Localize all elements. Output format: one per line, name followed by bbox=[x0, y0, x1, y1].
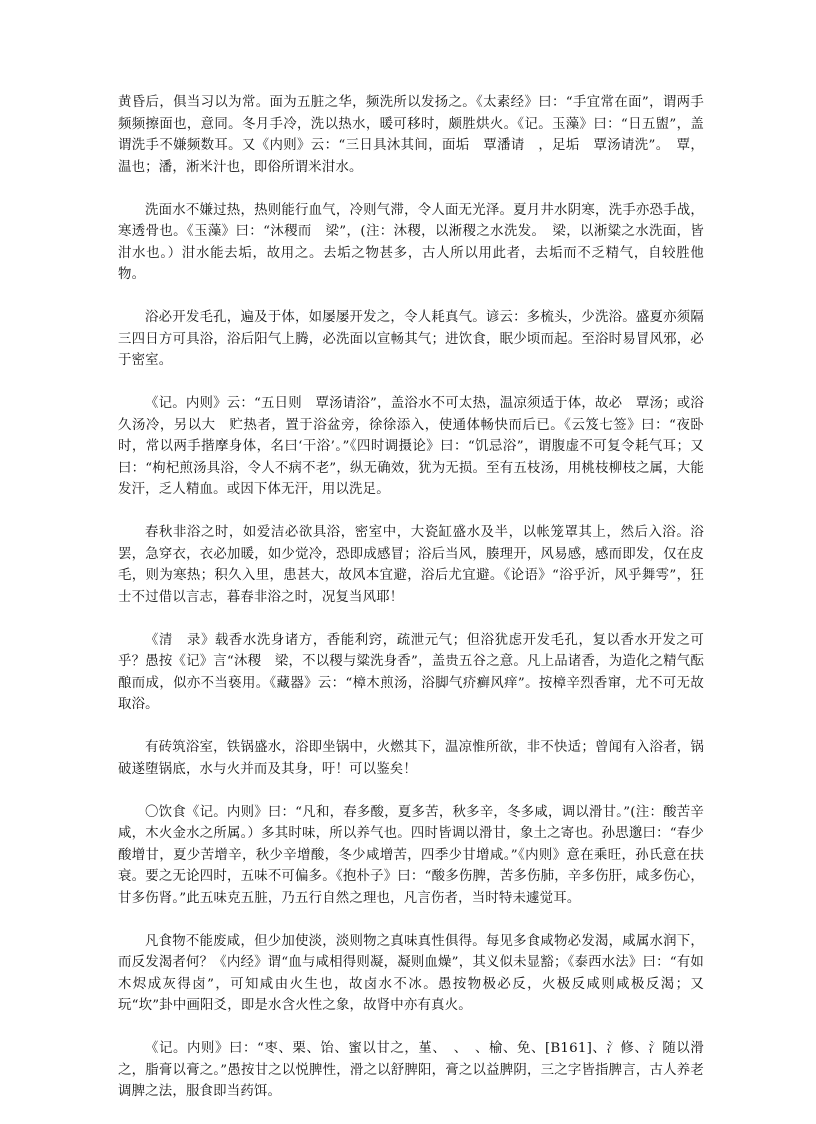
paragraph-9: 凡食物不能废咸，但少加使淡，淡则物之真味真性俱得。每见多食咸物必发渴，咸属水润下，而反发渴者何？《内经》谓“血与咸相得则凝，凝则血燥”，其义似未显豁；《泰西水法》曰：“有如木烬成灰得卤”，可知咸由火生也，故卤水不冰。愚按物极必反，火极反咸则咸极反渴；又玩“坎”卦中画阳爻，即是水含火性之象，故肾中亦有真火。 bbox=[118, 933, 704, 1013]
paragraph-8: 〇饮食《记。内则》曰：“凡和，春多酸，夏多苦，秋多辛，冬多咸，调以滑甘。”(注：酸苦辛咸，木火金水之所属。）多其时味，所以养气也。四时皆调以滑甘，象土之寄也。孙思邈曰：“春少酸增甘，夏少苦增辛，秋少辛增酸，冬少咸增苦，四季少甘增咸。”《内则》意在乘旺，孙氏意在扶衰。要之无论四时，五味不可偏多。《抱朴子》曰：“酸多伤脾，苦多伤肺，辛多伤肝，咸多伤心，甘多伤肾。”此五味克五脏，乃五行自然之理也，凡言伤者，当时特未遽觉耳。 bbox=[118, 804, 704, 906]
paragraph-7: 有砖筑浴室，铁锅盛水，浴即坐锅中，火燃其下，温凉惟所欲，非不快适；曾闻有入浴者，锅破遂堕锅底，水与火并而及其身，吁！可以鉴矣！ bbox=[118, 740, 704, 777]
paragraph-2: 洗面水不嫌过热，热则能行血气，冷则气滞，令人面无光泽。夏月井水阴寒，洗手亦恐手战，寒透骨也。《玉藻》曰：“沐稷而 梁”，(注：沐稷，以淅稷之水洗发。 梁，以淅粱之水洗面，皆泔水也。）泔水能去垢，故用之。去垢之物甚多，古人所以用此者，去垢而不乏精气，自较胜他物。 bbox=[118, 202, 704, 282]
paragraph-10: 《记。内则》曰：“枣、栗、饴、蜜以甘之，堇、 、 、榆、免、[B161]、氵修、氵随以滑之，脂膏以膏之。”愚按甘之以悦脾性，滑之以舒脾阳，膏之以益脾阴，三之字皆指脾言，古人养老调脾之法，服食即当药饵。 bbox=[118, 1041, 704, 1099]
paragraph-3: 浴必开发毛孔，遍及于体，如屡屡开发之，令人耗真气。谚云：多梳头，少洗浴。盛夏亦须隔三四日方可具浴，浴后阳气上腾，必洗面以宣畅其气；进饮食，眠少顷而起。至浴时易冒风邪，必于密室。 bbox=[118, 310, 704, 368]
paragraph-6: 《清 录》载香水洗身诸方，香能利窍，疏泄元气；但浴犹虑开发毛孔，复以香水开发之可乎？愚按《记》言“沐稷 梁，不以稷与粱洗身香”，盖贵五谷之意。凡上品诸香，为造化之精气酝酿而成，似亦不当亵用。《藏器》云：“樟木煎汤，浴脚气疥癣风痒”。按樟辛烈香窜，尤不可无故取浴。 bbox=[118, 632, 704, 712]
paragraph-4: 《记。内则》云：“五日则 覃汤请浴”，盖浴水不可太热，温凉须适于体，故必 覃汤；或浴久汤冷，另以大 贮热者，置于浴盆旁，徐徐添入，使通体畅快而后已。《云笈七签》曰：“夜卧时，常以两手揩摩身体，名曰‘干浴’。”《四时调摄论》曰：“饥忌浴”，谓腹虚不可复令耗气耳；又曰：“枸杞煎汤具浴，令人不病不老”，纵无确效，犹为无损。至有五枝汤，用桃枝柳枝之属，大能发汗，乏人精血。或因下体无汗，用以洗足。 bbox=[118, 396, 704, 497]
paragraph-5: 春秋非浴之时，如爱洁必欲具浴，密室中，大瓷缸盛水及半，以帐笼罩其上，然后入浴。浴罢，急穿衣，衣必加暖，如少觉冷，恐即成感冒；浴后当风，腠理开，风易感，感而即发，仅在皮毛，则为寒热；积久入里，患甚大，故风本宜避，浴后尤宜避。《论语》“浴乎沂，风乎舞雩”，狂士不过借以言志，暮春非浴之时，况复当风耶！ bbox=[118, 525, 704, 605]
paragraph-1: 黄昏后，俱当习以为常。面为五脏之华，频洗所以发扬之。《太素经》曰：“手宜常在面”，谓两手频频擦面也，意同。冬月手冷，洗以热水，暖可移时，颇胜烘火。《记。玉藻》曰：“日五盥”，盖谓洗手不嫌频数耳。又《内则》云：“三日具沐其间，面垢 覃潘请 ，足垢 覃汤请洗”。 覃，温也；潘，淅米汁也，即俗所谓米泔水。 bbox=[118, 95, 704, 175]
document-page bbox=[118, 92, 704, 1124]
